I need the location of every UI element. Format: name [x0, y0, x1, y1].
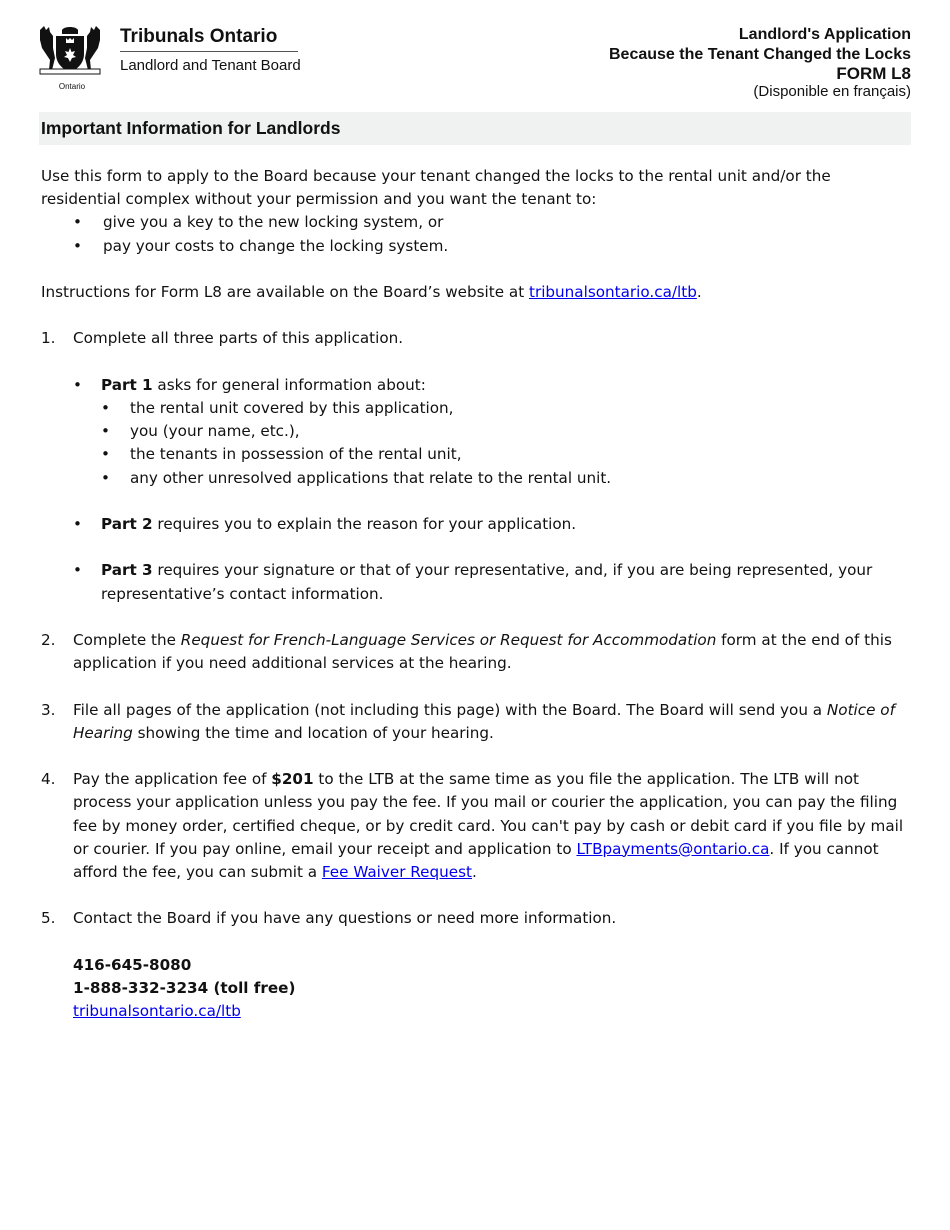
intro-paragraph: Use this form to apply to the Board because your tenant changed the locks to the rental unit and/or the residential complex without your permission and you want the tenant to: [41, 167, 831, 209]
org-name: Tribunals Ontario [120, 26, 278, 47]
form-id: FORM L8 [836, 64, 911, 83]
intro-bullet: • give you a key to the new locking system, or [73, 213, 444, 232]
contact-website-link[interactable]: tribunalsontario.ca/ltb [73, 1002, 241, 1021]
application-fee: $201 [271, 770, 314, 789]
step-3: 3. File all pages of the application (not including this page) with the Board. The Board will send you a Notice of Hearing showing the time and location of your hearing. [41, 700, 895, 742]
org-identity [120, 26, 315, 75]
instructions-body [41, 165, 911, 1023]
french-availability: (Disponible en français) [753, 83, 911, 100]
section-title: Important Information for Landlords [41, 118, 341, 138]
part-1-subitem: • any other unresolved applications that relate to the rental unit. [101, 468, 612, 487]
phone-local: 416-645-8080 [73, 955, 192, 974]
logo-caption: Ontario [58, 82, 86, 91]
form-title-block [609, 25, 911, 100]
ltb-website-link[interactable]: tribunalsontario.ca/ltb [529, 283, 697, 301]
part-1-item: • Part 1 asks for general information about: [73, 375, 426, 394]
ltb-payments-email-link[interactable]: LTBpayments@ontario.ca [576, 839, 770, 858]
org-divider [120, 51, 298, 52]
part-1-subitem: • the tenants in possession of the rental unit, [101, 445, 462, 464]
step-4: 4. Pay the application fee of $201 to the LTB at the same time as you file the application. The LTB will not process your application unless you pay the fee. If you mail or courier the application, you can pay the filing fee by money order, certified cheque, or by credit card. You can't pay by cash or debit card if you file by mail or courier. If you pay online, email your receipt and application to LTBpayments@ontario.ca. If you cannot afford the fee, you can submit a Fee Waiver Request. [41, 770, 904, 881]
intro-bullet: • pay your costs to change the locking system. [73, 236, 449, 255]
part-1-subitem: • the rental unit covered by this application, [101, 398, 454, 417]
form-title-line1: Landlord's Application [738, 26, 911, 43]
step-2: 2. Complete the Request for French-Language Services or Request for Accommodation form at the end of this application if you need additional services at the hearing. [41, 630, 892, 673]
form-title-line2: Because the Tenant Changed the Locks [609, 46, 911, 63]
coat-of-arms-icon [36, 24, 104, 76]
org-subtitle: Landlord and Tenant Board [120, 57, 301, 74]
website-paragraph: Instructions for Form L8 are available on the Board’s website at tribunalsontario.ca/ltb. [41, 283, 702, 301]
part-3-item: • Part 3 requires your signature or that of your representative, and, if you are being represented, your representative’s contact information. [73, 561, 873, 603]
contact-block [41, 954, 911, 1024]
section-heading-bar [39, 112, 911, 145]
step-1: 1. Complete all three parts of this application. [41, 329, 404, 348]
step-5: 5. Contact the Board if you have any questions or need more information. [41, 909, 617, 928]
part-2-item: • Part 2 requires you to explain the reason for your application. [73, 514, 577, 533]
fee-waiver-request-link[interactable]: Fee Waiver Request [321, 862, 472, 881]
phone-toll-free: 1-888-332-3234 (toll free) [73, 978, 296, 997]
part-1-subitem: • you (your name, etc.), [101, 422, 300, 441]
